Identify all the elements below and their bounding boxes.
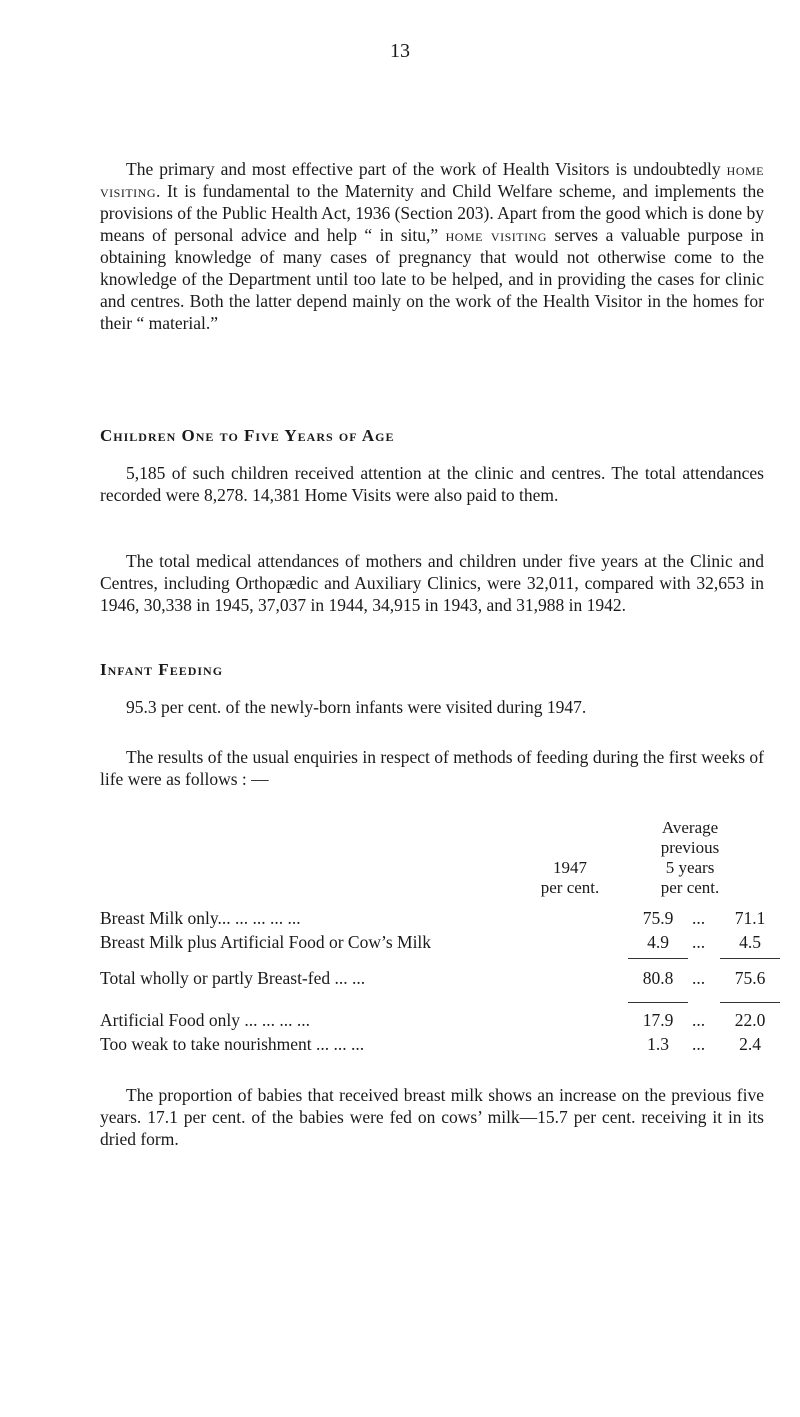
- row-value-average: 4.5: [739, 932, 761, 952]
- subtotal-rule-1947: [628, 958, 688, 959]
- table-row: [100, 1010, 766, 1032]
- total-rule-average: [720, 1002, 780, 1003]
- feeding-enquiries-paragraph: The results of the usual enquiries in respect of methods of feeding during the first weeks of life were as follows : —: [100, 747, 764, 789]
- header-average-line-3: 5 years: [665, 858, 715, 877]
- row-separator: ...: [692, 1010, 706, 1030]
- table-header-1947: [520, 858, 620, 898]
- row-separator: ...: [692, 1034, 706, 1054]
- table-header-average: [625, 818, 755, 898]
- intro-text-after: serves a valuable purpose in obtaining knowledge of many cases of pregnancy that would not otherwise come to the knowledge of the Department until too late to be helped, and in providing the cases for clinic and centres. Both the latter depend mainly on the work of the Health Visitor in the homes for their “ material.”: [100, 225, 765, 333]
- header-1947-line-1: 1947: [553, 858, 587, 877]
- row-label: Artificial Food only ... ... ... ...: [100, 1010, 310, 1030]
- infants-visited-paragraph: 95.3 per cent. of the newly-born infants were visited during 1947.: [126, 697, 587, 717]
- heading-infant-feeding: Infant Feeding: [100, 660, 224, 679]
- intro-text-before: The primary and most effective part of the work of Health Visitors is undoubtedly: [126, 159, 727, 179]
- page-number: 13: [390, 40, 410, 62]
- row-label: Breast Milk only... ... ... ... ...: [100, 908, 301, 928]
- header-average-line-1: Average: [661, 818, 719, 837]
- row-value-1947: 75.9: [642, 908, 674, 928]
- header-average-line-2: previous: [660, 838, 720, 857]
- table-row: [100, 1034, 760, 1056]
- intro-paragraph: [100, 158, 764, 334]
- row-label: Total wholly or partly Breast-fed ... ...: [100, 968, 366, 988]
- row-value-1947: 1.3: [647, 1034, 669, 1054]
- header-1947-line-2: per cent.: [540, 878, 600, 897]
- row-value-1947: 4.9: [647, 932, 669, 952]
- medical-attendances-paragraph: The total medical attendances of mothers and children under five years at the Clinic and Centres, including Orthopædic and Auxiliary Clinics, were 32,011, compared with 32,653 in 1946, 30,338 in 1945, 37,037 in 1944, 34,915 in 1943, and 31,988 in 1942.: [100, 551, 764, 615]
- row-separator: ...: [692, 908, 706, 928]
- row-value-1947: 80.8: [642, 968, 674, 988]
- row-separator: ...: [692, 968, 706, 988]
- row-value-average: 71.1: [734, 908, 766, 928]
- subtotal-rule-average: [720, 958, 780, 959]
- row-value-average: 2.4: [739, 1034, 761, 1054]
- table-row: [100, 968, 766, 990]
- header-average-line-4: per cent.: [660, 878, 720, 897]
- intro-emphasis: home visiting: [100, 159, 764, 201]
- row-separator: ...: [692, 932, 706, 952]
- table-row: [100, 908, 766, 930]
- row-value-average: 22.0: [734, 1010, 766, 1030]
- children-attendance-paragraph: 5,185 of such children received attention at the clinic and centres. The total attendances recorded were 8,278. 14,381 Home Visits were also paid to them.: [100, 463, 764, 505]
- heading-children-one-to-five: Children One to Five Years of Age: [100, 426, 395, 445]
- total-rule-1947: [628, 1002, 688, 1003]
- intro-text-middle: . It is fundamental to the Maternity and Child Welfare scheme, and implements the provisions of the Public Health Act, 1936 (Section 203). Apart from the good which is done by means of personal advice and help “ in situ,”: [100, 181, 764, 245]
- closing-paragraph: The proportion of babies that received breast milk shows an increase on the previous five years. 17.1 per cent. of the babies were fed on cows’ milk—15.7 per cent. receiving it in its dried form.: [100, 1085, 764, 1149]
- row-label: Breast Milk plus Artificial Food or Cow’s Milk: [100, 932, 432, 952]
- intro-emphasis-2: home visiting: [445, 225, 547, 245]
- table-row: [100, 932, 760, 954]
- row-value-average: 75.6: [734, 968, 766, 988]
- row-label: Too weak to take nourishment ... ... ...: [100, 1034, 365, 1054]
- row-value-1947: 17.9: [642, 1010, 674, 1030]
